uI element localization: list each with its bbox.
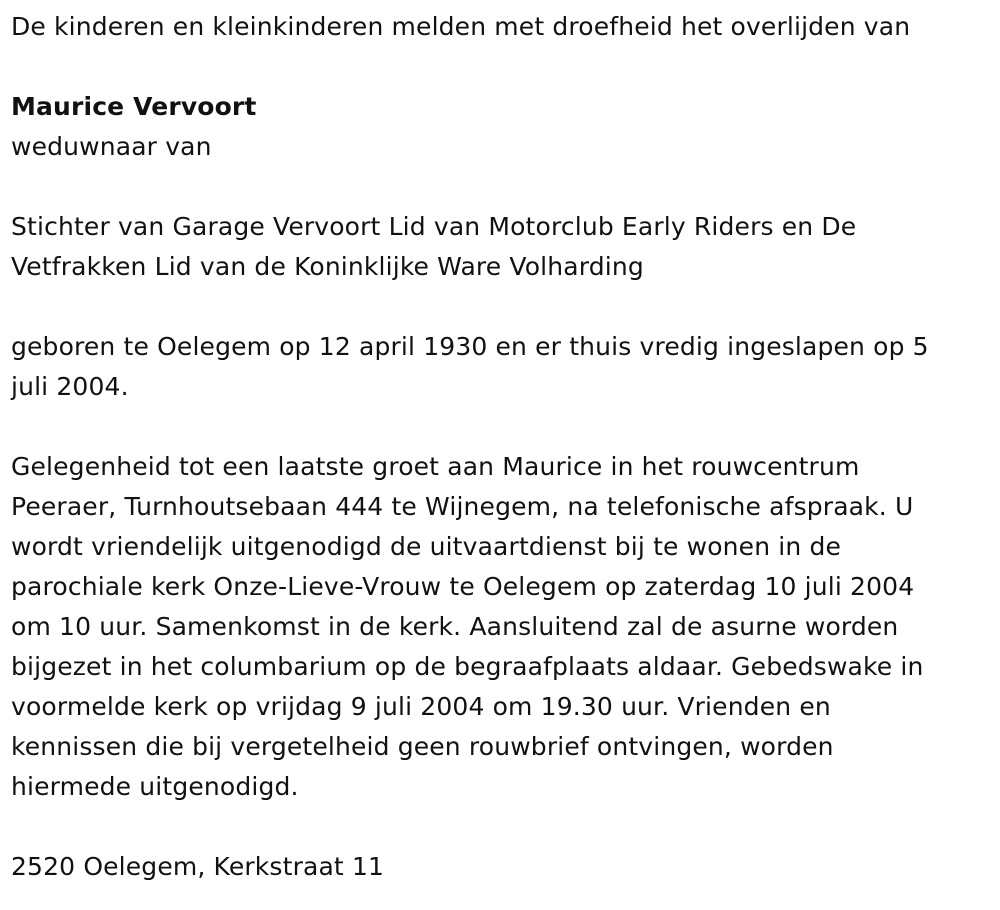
address-text: 2520 Oelegem, Kerkstraat 11: [11, 852, 385, 881]
deceased-name: Maurice Vervoort: [11, 92, 257, 121]
arrangements-line: hiermede uitgenodigd.: [11, 772, 299, 801]
spacer: [11, 47, 982, 87]
arrangements-paragraph: [11, 447, 982, 807]
arrangements-line: wordt vriendelijk uitgenodigd de uitvaartdienst bij te wonen in de: [11, 532, 842, 561]
arrangements-line: bijgezet in het columbarium op de begraafplaats aldaar. Gebedswake in: [11, 652, 924, 681]
arrangements-line: Gelegenheid tot een laatste groet aan Maurice in het rouwcentrum: [11, 452, 860, 481]
spacer: [11, 167, 982, 207]
arrangements-line: om 10 uur. Samenkomst in de kerk. Aansluitend zal de asurne worden: [11, 612, 899, 641]
titles-line: Vetfrakken Lid van de Koninklijke Ware Volharding: [11, 252, 644, 281]
titles-line: Stichter van Garage Vervoort Lid van Motorclub Early Riders en De: [11, 212, 857, 241]
relation-text: weduwnaar van: [11, 132, 212, 161]
arrangements-line: Peeraer, Turnhoutsebaan 444 te Wijnegem, na telefonische afspraak. U: [11, 492, 914, 521]
arrangements-line: kennissen die bij vergetelheid geen rouwbrief ontvingen, worden: [11, 732, 834, 761]
spacer: [11, 807, 982, 847]
intro-text: De kinderen en kleinkinderen melden met droefheid het overlijden van: [11, 12, 911, 41]
arrangements-line: parochiale kerk Onze-Lieve-Vrouw te Oelegem op zaterdag 10 juli 2004: [11, 572, 915, 601]
birth-death-paragraph: [11, 327, 982, 407]
birth-death-line: geboren te Oelegem op 12 april 1930 en er thuis vredig ingeslapen op 5: [11, 332, 929, 361]
spacer: [11, 287, 982, 327]
titles-paragraph: [11, 207, 982, 287]
birth-death-line: juli 2004.: [11, 372, 129, 401]
arrangements-line: voormelde kerk op vrijdag 9 juli 2004 om 19.30 uur. Vrienden en: [11, 692, 831, 721]
spacer: [11, 407, 982, 447]
